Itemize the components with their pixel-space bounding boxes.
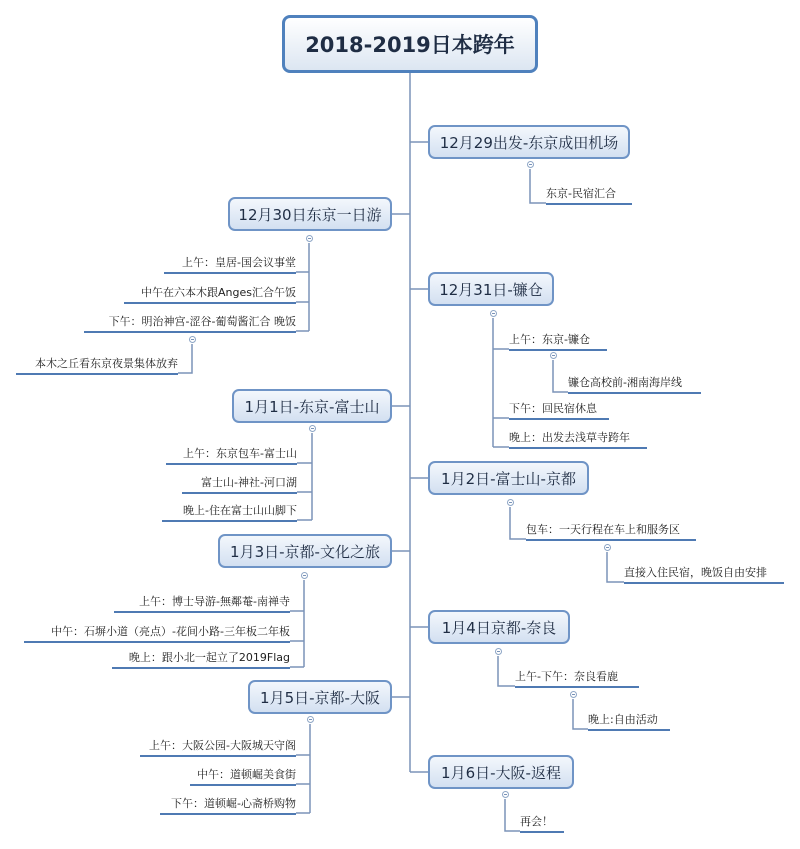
collapse-icon[interactable]	[502, 791, 509, 798]
item-jan1-0[interactable]: 上午：东京包车-富士山	[166, 446, 297, 465]
item-jan2-0[interactable]: 包车：一天行程在车上和服务区	[526, 522, 696, 541]
collapse-icon[interactable]	[507, 499, 514, 506]
item-jan5-2[interactable]: 下午：道顿崛-心斋桥购物	[160, 796, 296, 815]
collapse-icon[interactable]	[604, 544, 611, 551]
item-jan5-1[interactable]: 中午：道顿崛美食街	[190, 767, 296, 786]
item-jan6-0[interactable]: 再会！	[520, 814, 564, 833]
collapse-icon[interactable]	[550, 352, 557, 359]
item-dec31-0[interactable]: 上午：东京-镰仓	[509, 332, 607, 351]
item-jan3-2[interactable]: 晚上：跟小北一起立了2019Flag	[112, 650, 290, 669]
collapse-icon[interactable]	[301, 572, 308, 579]
collapse-icon[interactable]	[306, 235, 313, 242]
collapse-icon[interactable]	[307, 716, 314, 723]
collapse-icon[interactable]	[527, 161, 534, 168]
item-dec30-3[interactable]: 本木之丘看东京夜景集体放弃	[16, 356, 178, 375]
item-dec30-0[interactable]: 上午：皇居-国会议事堂	[164, 255, 296, 274]
topic-jan4[interactable]: 1月4日京都-奈良	[428, 610, 570, 644]
collapse-icon[interactable]	[495, 648, 502, 655]
topic-jan1[interactable]: 1月1日-东京-富士山	[232, 389, 392, 423]
item-dec29-0[interactable]: 东京-民宿汇合	[546, 186, 632, 205]
item-jan2-1[interactable]: 直接入住民宿，晚饭自由安排	[624, 565, 784, 584]
item-dec30-2[interactable]: 下午：明治神宫-涩谷-葡萄酱汇合 晚饭	[84, 314, 296, 333]
item-jan5-0[interactable]: 上午：大阪公园-大阪城天守阁	[140, 738, 296, 757]
collapse-icon[interactable]	[189, 336, 196, 343]
item-jan3-0[interactable]: 上午：博士导游-無鄰菴-南禅寺	[114, 594, 290, 613]
item-jan1-2[interactable]: 晚上-住在富士山山脚下	[162, 503, 297, 522]
collapse-icon[interactable]	[309, 425, 316, 432]
item-jan4-1[interactable]: 晚上:自由活动	[588, 712, 670, 731]
topic-jan3[interactable]: 1月3日-京都-文化之旅	[218, 534, 392, 568]
root-topic[interactable]: 2018-2019日本跨年	[282, 15, 538, 73]
item-dec31-2[interactable]: 下午：回民宿休息	[509, 401, 609, 420]
item-jan1-1[interactable]: 富士山-神社-河口湖	[182, 475, 297, 494]
topic-dec31[interactable]: 12月31日-镰仓	[428, 272, 554, 306]
item-jan3-1[interactable]: 中午：石塀小道（亮点）-花间小路-三年板二年板	[24, 624, 290, 643]
topic-dec29[interactable]: 12月29出发-东京成田机场	[428, 125, 630, 159]
topic-dec30[interactable]: 12月30日东京一日游	[228, 197, 392, 231]
item-dec30-1[interactable]: 中午在六本木跟Anges汇合午饭	[124, 285, 296, 304]
item-jan4-0[interactable]: 上午-下午：奈良看鹿	[515, 669, 639, 688]
topic-jan5[interactable]: 1月5日-京都-大阪	[248, 680, 392, 714]
item-dec31-3[interactable]: 晚上：出发去浅草寺跨年	[509, 430, 647, 449]
collapse-icon[interactable]	[570, 691, 577, 698]
item-dec31-1[interactable]: 镰仓高校前-湘南海岸线	[568, 375, 701, 394]
topic-jan6[interactable]: 1月6日-大阪-返程	[428, 755, 574, 789]
collapse-icon[interactable]	[490, 310, 497, 317]
topic-jan2[interactable]: 1月2日-富士山-京都	[428, 461, 589, 495]
